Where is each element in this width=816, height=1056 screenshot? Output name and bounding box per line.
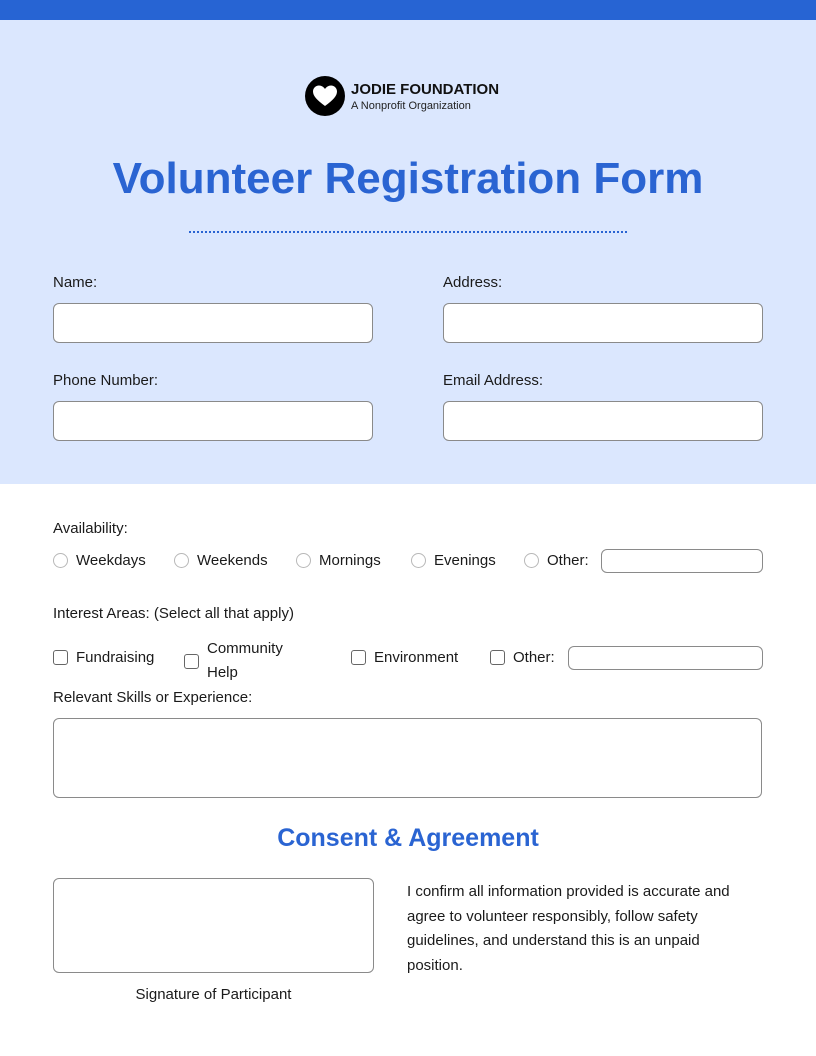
address-label: Address: bbox=[443, 274, 503, 291]
radio-button[interactable] bbox=[296, 553, 311, 568]
skills-label: Relevant Skills or Experience: bbox=[53, 689, 253, 706]
top-bar bbox=[0, 0, 816, 20]
radio-button[interactable] bbox=[174, 553, 189, 568]
option-label bbox=[207, 637, 283, 685]
option-label: Other: bbox=[513, 649, 555, 666]
phone-input[interactable] bbox=[53, 401, 373, 441]
option-label: Environment bbox=[374, 649, 459, 666]
radio-button[interactable] bbox=[524, 553, 539, 568]
availability-other-input[interactable] bbox=[601, 549, 763, 573]
dotted-divider bbox=[189, 231, 627, 233]
heart-logo-icon bbox=[305, 76, 345, 116]
consent-heading: Consent & Agreement bbox=[277, 824, 539, 852]
interest-other-input[interactable] bbox=[568, 646, 763, 670]
name-input[interactable] bbox=[53, 303, 373, 343]
interest-environment[interactable] bbox=[351, 649, 458, 666]
skills-textarea[interactable] bbox=[53, 718, 762, 798]
interest-community-help[interactable] bbox=[184, 637, 283, 685]
phone-label: Phone Number: bbox=[53, 372, 159, 389]
signature-box[interactable] bbox=[53, 878, 374, 973]
brand-tagline: A Nonprofit Organization bbox=[351, 100, 471, 112]
availability-other[interactable] bbox=[524, 552, 589, 569]
option-label: Weekends bbox=[197, 552, 268, 569]
email-input[interactable] bbox=[443, 401, 763, 441]
checkbox[interactable] bbox=[53, 650, 68, 665]
brand-name: JODIE FOUNDATION bbox=[351, 81, 500, 98]
interest-fundraising[interactable] bbox=[53, 649, 154, 666]
availability-evenings[interactable] bbox=[411, 552, 496, 569]
checkbox[interactable] bbox=[184, 654, 199, 669]
option-label-line: Help bbox=[207, 664, 238, 681]
option-label-line: Community bbox=[207, 640, 283, 657]
option-label: Other: bbox=[547, 552, 589, 569]
availability-mornings[interactable] bbox=[296, 552, 381, 569]
checkbox[interactable] bbox=[351, 650, 366, 665]
option-label: Evenings bbox=[434, 552, 496, 569]
signature-label: Signature of Participant bbox=[135, 986, 292, 1003]
checkbox[interactable] bbox=[490, 650, 505, 665]
option-label: Fundraising bbox=[76, 649, 155, 666]
page-title: Volunteer Registration Form bbox=[112, 154, 704, 203]
availability-label: Availability: bbox=[53, 520, 128, 537]
radio-button[interactable] bbox=[53, 553, 68, 568]
name-label: Name: bbox=[53, 274, 98, 291]
option-label: Weekdays bbox=[76, 552, 146, 569]
availability-weekends[interactable] bbox=[174, 552, 268, 569]
radio-button[interactable] bbox=[411, 553, 426, 568]
interests-label: Interest Areas: (Select all that apply) bbox=[53, 605, 294, 622]
option-label: Mornings bbox=[319, 552, 381, 569]
interest-other[interactable] bbox=[490, 649, 555, 666]
availability-weekdays[interactable] bbox=[53, 552, 146, 569]
consent-text: I confirm all information provided is accurate and agree to volunteer responsibly, follow safety guidelines, and understand this is an unpaid position. bbox=[407, 883, 730, 974]
address-input[interactable] bbox=[443, 303, 763, 343]
email-label: Email Address: bbox=[443, 372, 544, 389]
